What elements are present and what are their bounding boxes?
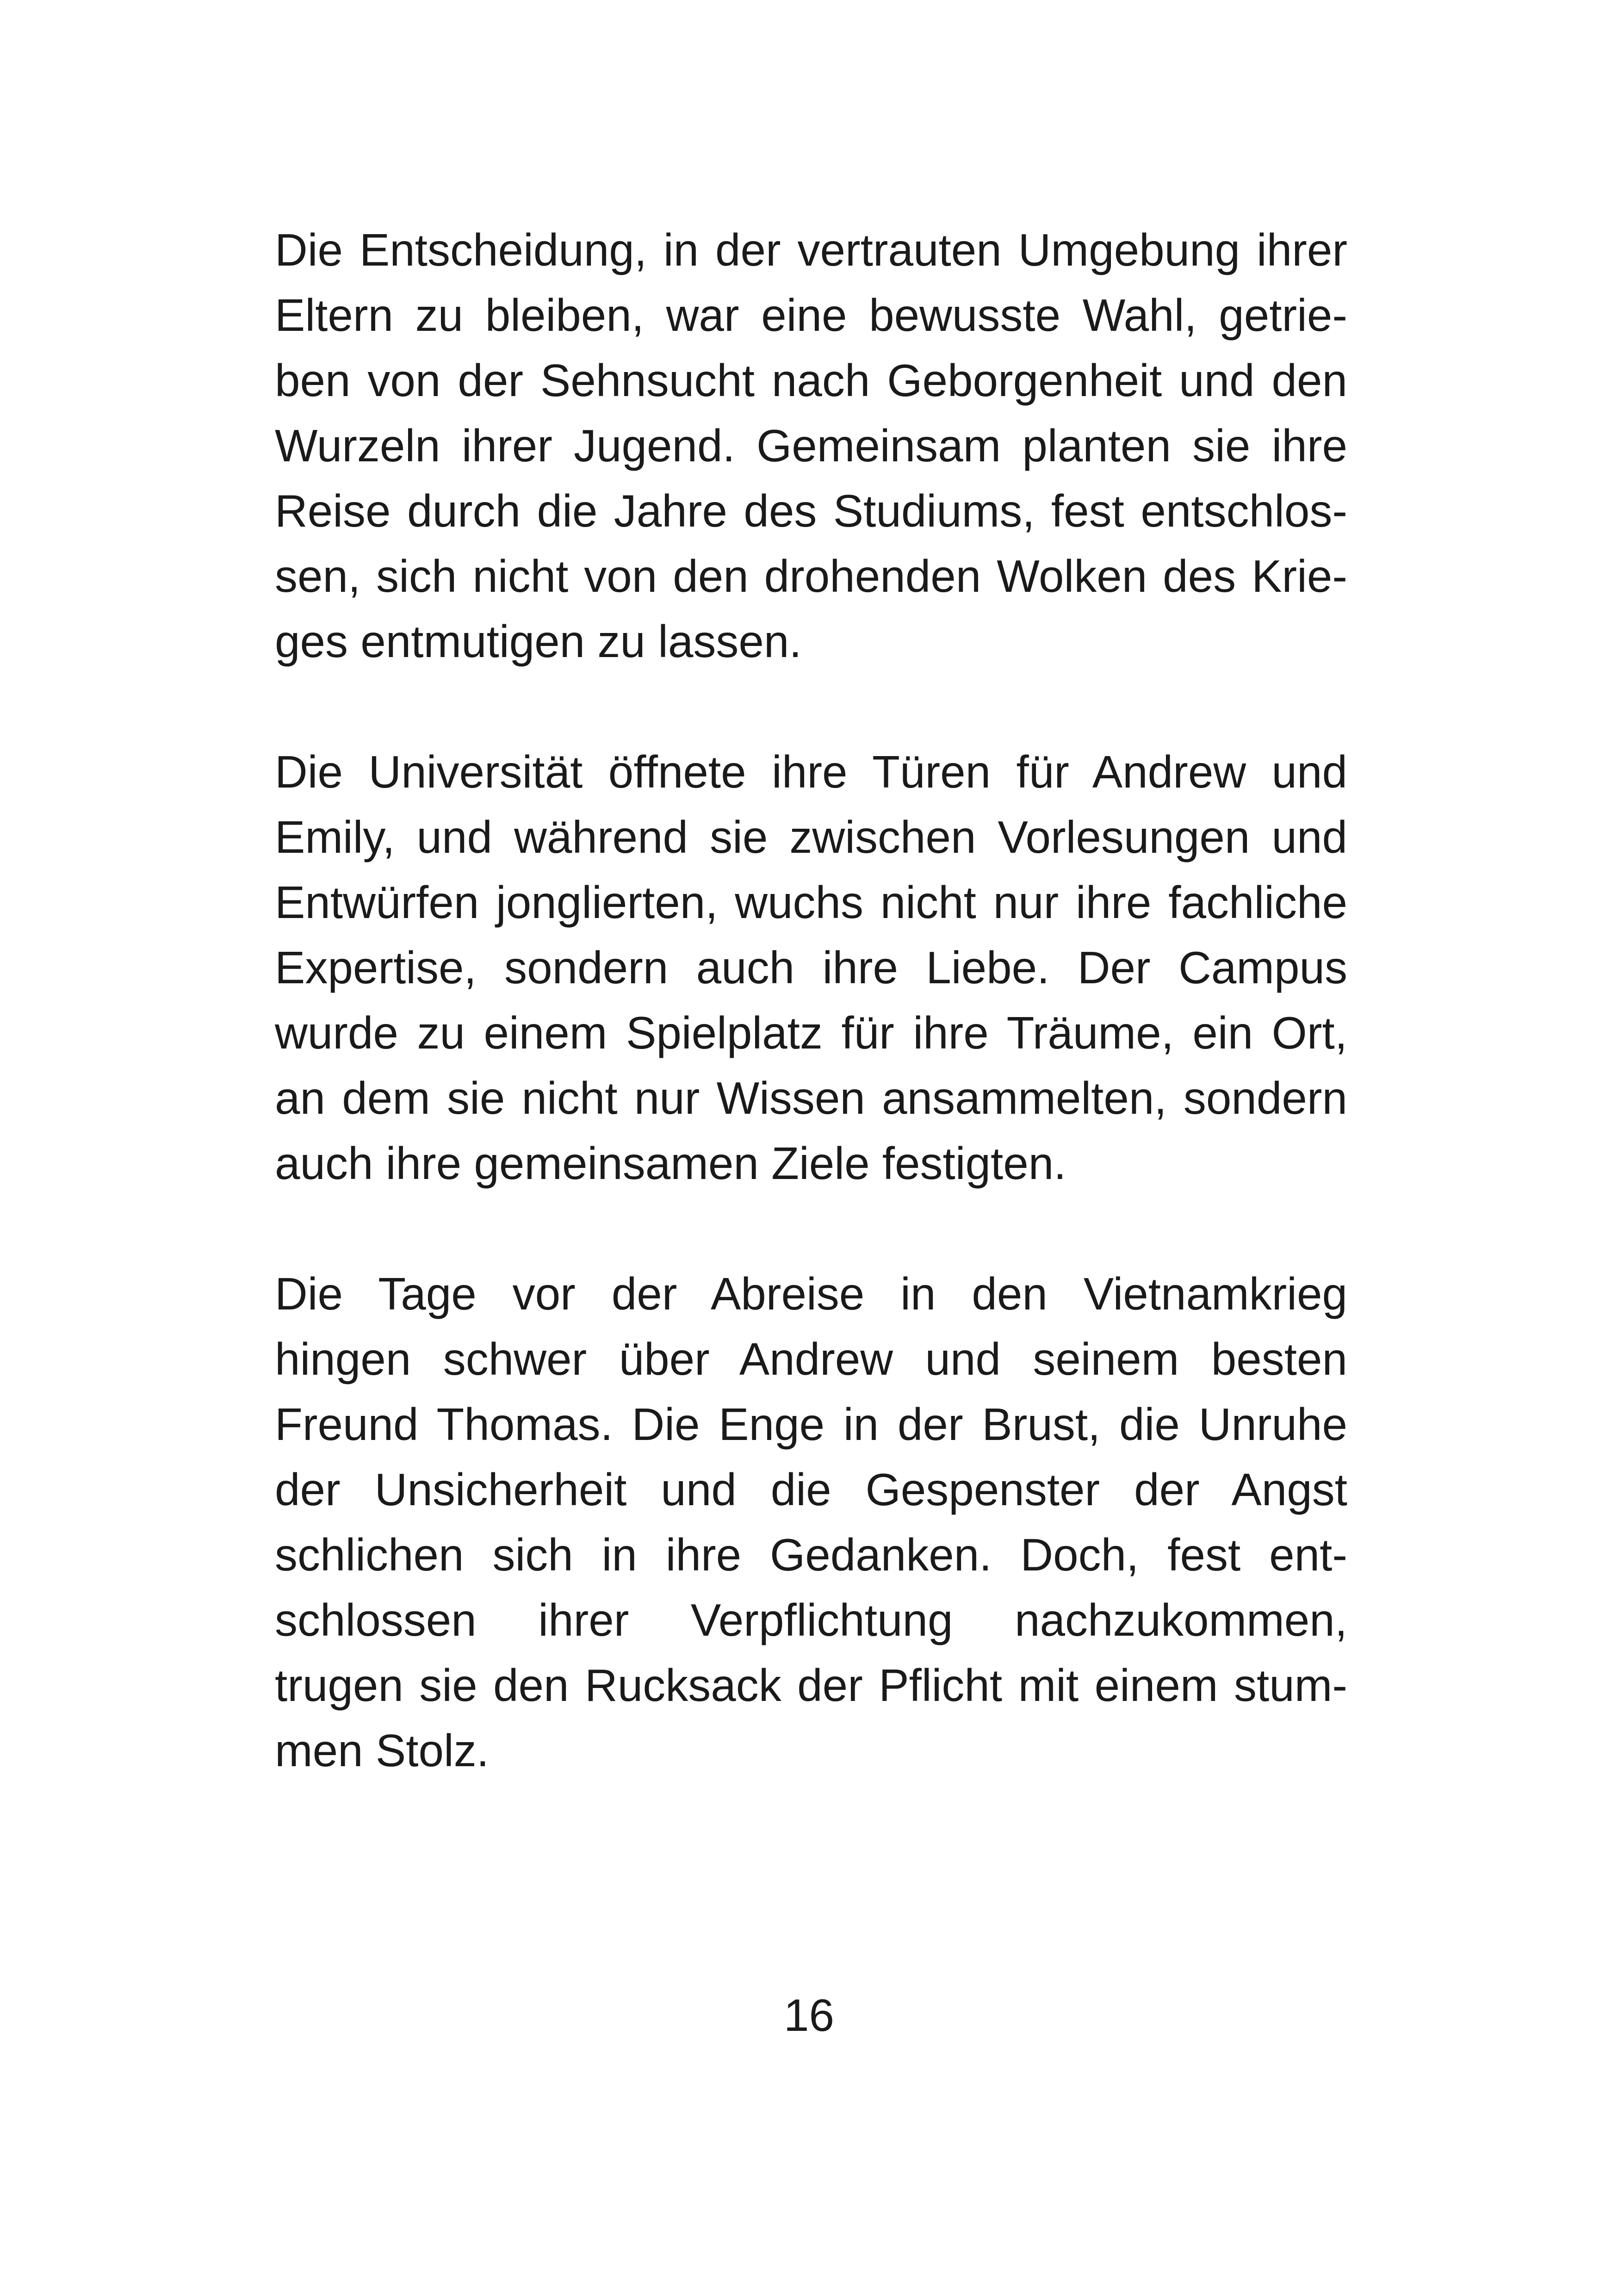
text-line: schlichen sich in ihre Gedanken. Doch, fest ent- [275,1529,1347,1580]
text-line: Reise durch die Jahre des Studiums, fest entschlos- [275,485,1347,536]
text-line: Die Tage vor der Abreise in den Vietnamkrieg [275,1268,1347,1319]
text-line: men Stolz. [275,1725,489,1776]
text-line: schlossen ihrer Verpflichtung nachzukommen, [275,1595,1347,1645]
text-line: Die Entscheidung, in der vertrauten Umgebung ihrer [275,224,1347,275]
paragraph-2 [275,739,1347,1196]
text-line: Wurzeln ihrer Jugend. Gemeinsam planten sie ihre [275,420,1347,471]
text-line: Die Universität öffnete ihre Türen für Andrew und [275,746,1347,797]
text-line: ben von der Sehnsucht nach Geborgenheit und den [275,355,1347,406]
text-line: Expertise, sondern auch ihre Liebe. Der Campus [275,942,1347,993]
paragraph-3 [275,1261,1347,1783]
text-line: auch ihre gemeinsamen Ziele festigten. [275,1138,1066,1189]
body-text [275,217,1347,1783]
text-line: sen, sich nicht von den drohenden Wolken des Krie- [275,551,1347,602]
text-line: ges entmutigen zu lassen. [275,616,802,667]
paragraph-1 [275,217,1347,674]
text-line: an dem sie nicht nur Wissen ansammelten, sondern [275,1073,1347,1123]
text-line: Freund Thomas. Die Enge in der Brust, die Unruhe [275,1399,1347,1450]
text-line: Eltern zu bleiben, war eine bewusste Wahl, getrie- [275,290,1347,341]
page-number: 16 [783,1990,834,2041]
text-line: hingen schwer über Andrew und seinem besten [275,1334,1347,1384]
text-line: trugen sie den Rucksack der Pflicht mit einem stum- [275,1660,1347,1711]
text-line: Emily, und während sie zwischen Vorlesungen und [275,812,1347,863]
text-line: wurde zu einem Spielplatz für ihre Träume, ein Ort, [275,1007,1347,1058]
text-line: der Unsicherheit und die Gespenster der Angst [275,1464,1347,1515]
text-line: Entwürfen jonglierten, wuchs nicht nur ihre fachliche [275,877,1347,928]
